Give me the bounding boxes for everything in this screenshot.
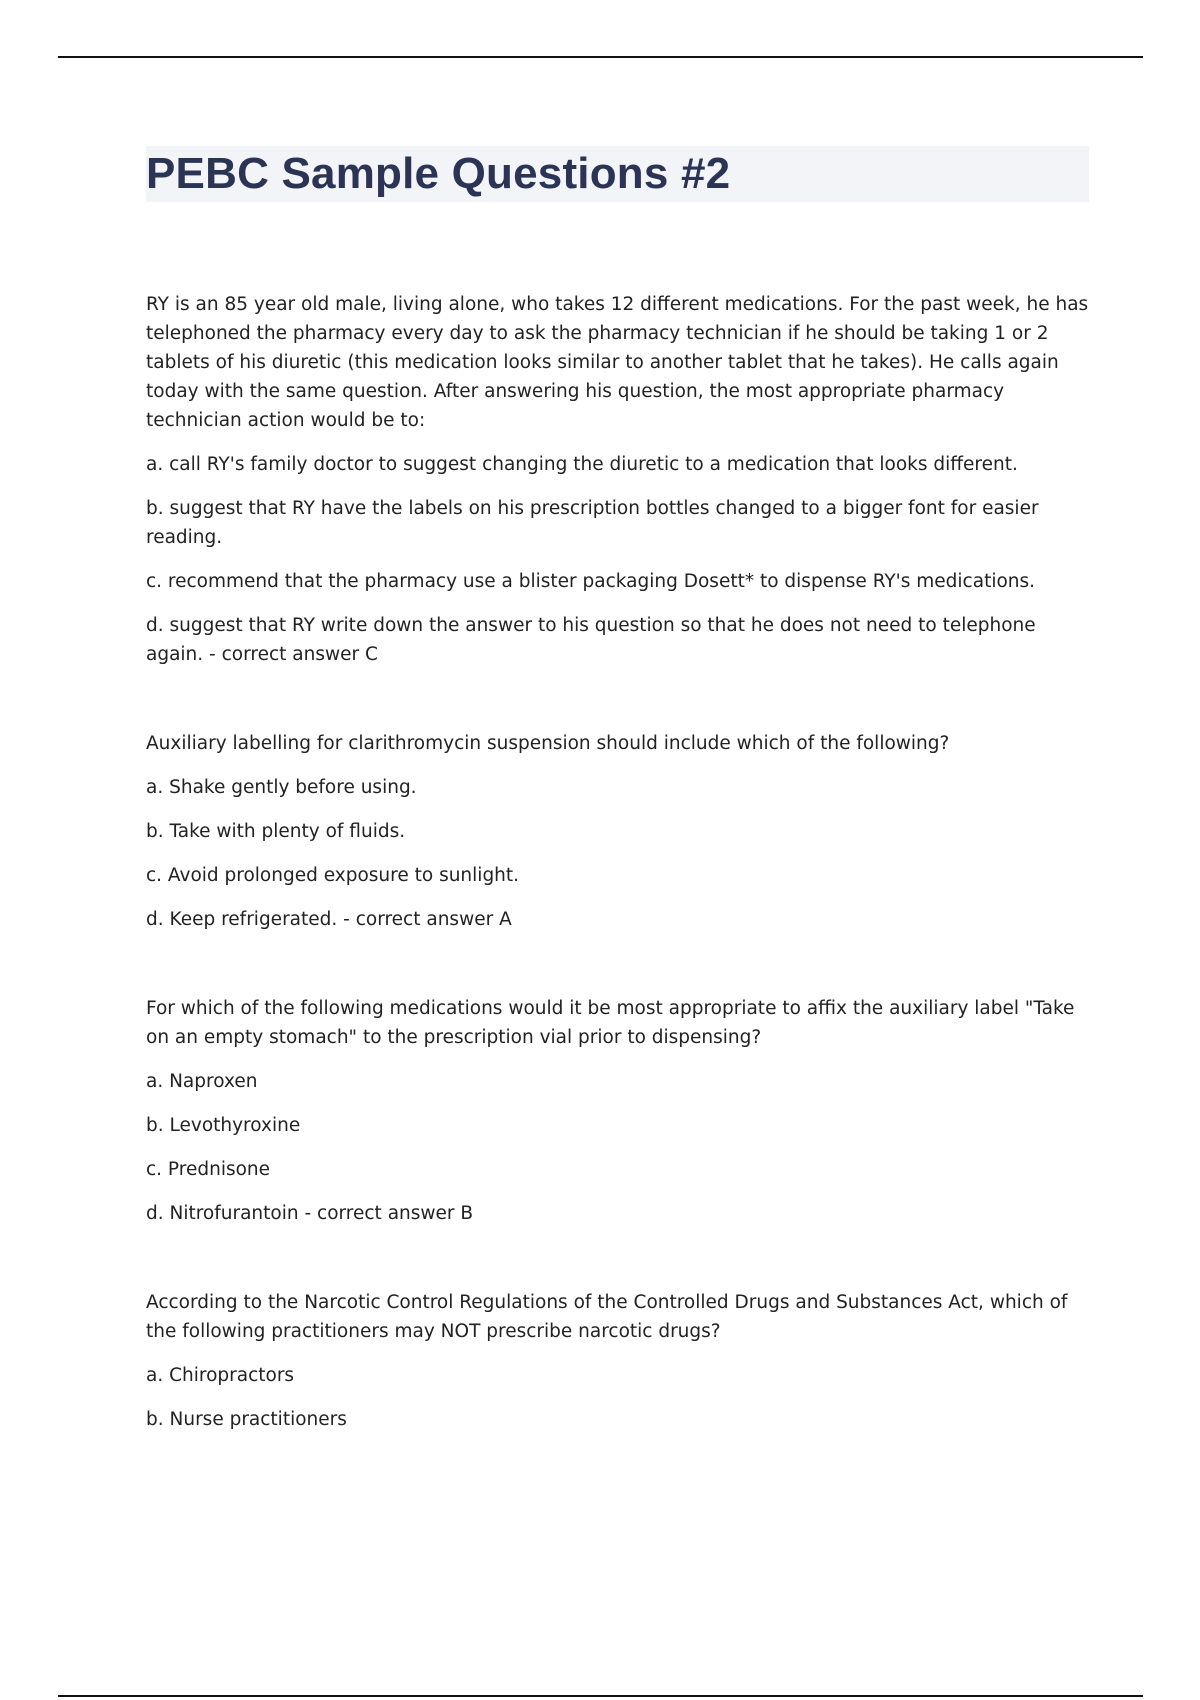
answer-option: a. Shake gently before using. — [146, 777, 417, 798]
top-divider — [58, 56, 1143, 58]
answer-option: b. Levothyroxine — [146, 1115, 301, 1136]
answer-option: b. Nurse practitioners — [146, 1409, 347, 1430]
bottom-divider — [58, 1695, 1143, 1697]
answer-option: c. Avoid prolonged exposure to sunlight. — [146, 865, 520, 886]
answer-option: a. Chiropractors — [146, 1365, 295, 1386]
answer-option: a. call RY's family doctor to suggest changing the diuretic to a medication that looks different. — [146, 454, 1018, 475]
question-3 — [146, 994, 1096, 1228]
question-text: Auxiliary labelling for clarithromycin suspension should include which of the following? — [146, 733, 950, 754]
answer-option: d. Nitrofurantoin - correct answer B — [146, 1203, 474, 1224]
page-title: PEBC Sample Questions #2 — [146, 149, 731, 198]
question-4 — [146, 1288, 1096, 1434]
answer-option: a. Naproxen — [146, 1071, 258, 1092]
question-text: For which of the following medications would it be most appropriate to affix the auxiliary label "Take on an empty stomach" to the prescription vial prior to dispensing? — [146, 998, 1075, 1048]
question-text: RY is an 85 year old male, living alone, who takes 12 different medications. For the past week, he has telephoned the pharmacy every day to ask the pharmacy technician if he should be taking 1 or 2 tablets of his diuretic (this medication looks similar to another tablet that he takes). He calls again today with the same question. After answering his question, the most appropriate pharmacy technician action would be to: — [146, 294, 1089, 431]
answer-option: b. suggest that RY have the labels on his prescription bottles changed to a bigger font for easier reading. — [146, 498, 1039, 548]
question-text: According to the Narcotic Control Regulations of the Controlled Drugs and Substances Act, which of the following practitioners may NOT prescribe narcotic drugs? — [146, 1292, 1068, 1342]
question-2 — [146, 729, 1096, 934]
answer-option: d. suggest that RY write down the answer to his question so that he does not need to telephone again. - correct answer C — [146, 615, 1036, 665]
answer-option: c. Prednisone — [146, 1159, 271, 1180]
answer-option: b. Take with plenty of fluids. — [146, 821, 406, 842]
answer-option: d. Keep refrigerated. - correct answer A — [146, 909, 512, 930]
question-1 — [146, 290, 1096, 669]
question-list — [146, 290, 1096, 1494]
answer-option: c. recommend that the pharmacy use a blister packaging Dosett* to dispense RY's medications. — [146, 571, 1036, 592]
